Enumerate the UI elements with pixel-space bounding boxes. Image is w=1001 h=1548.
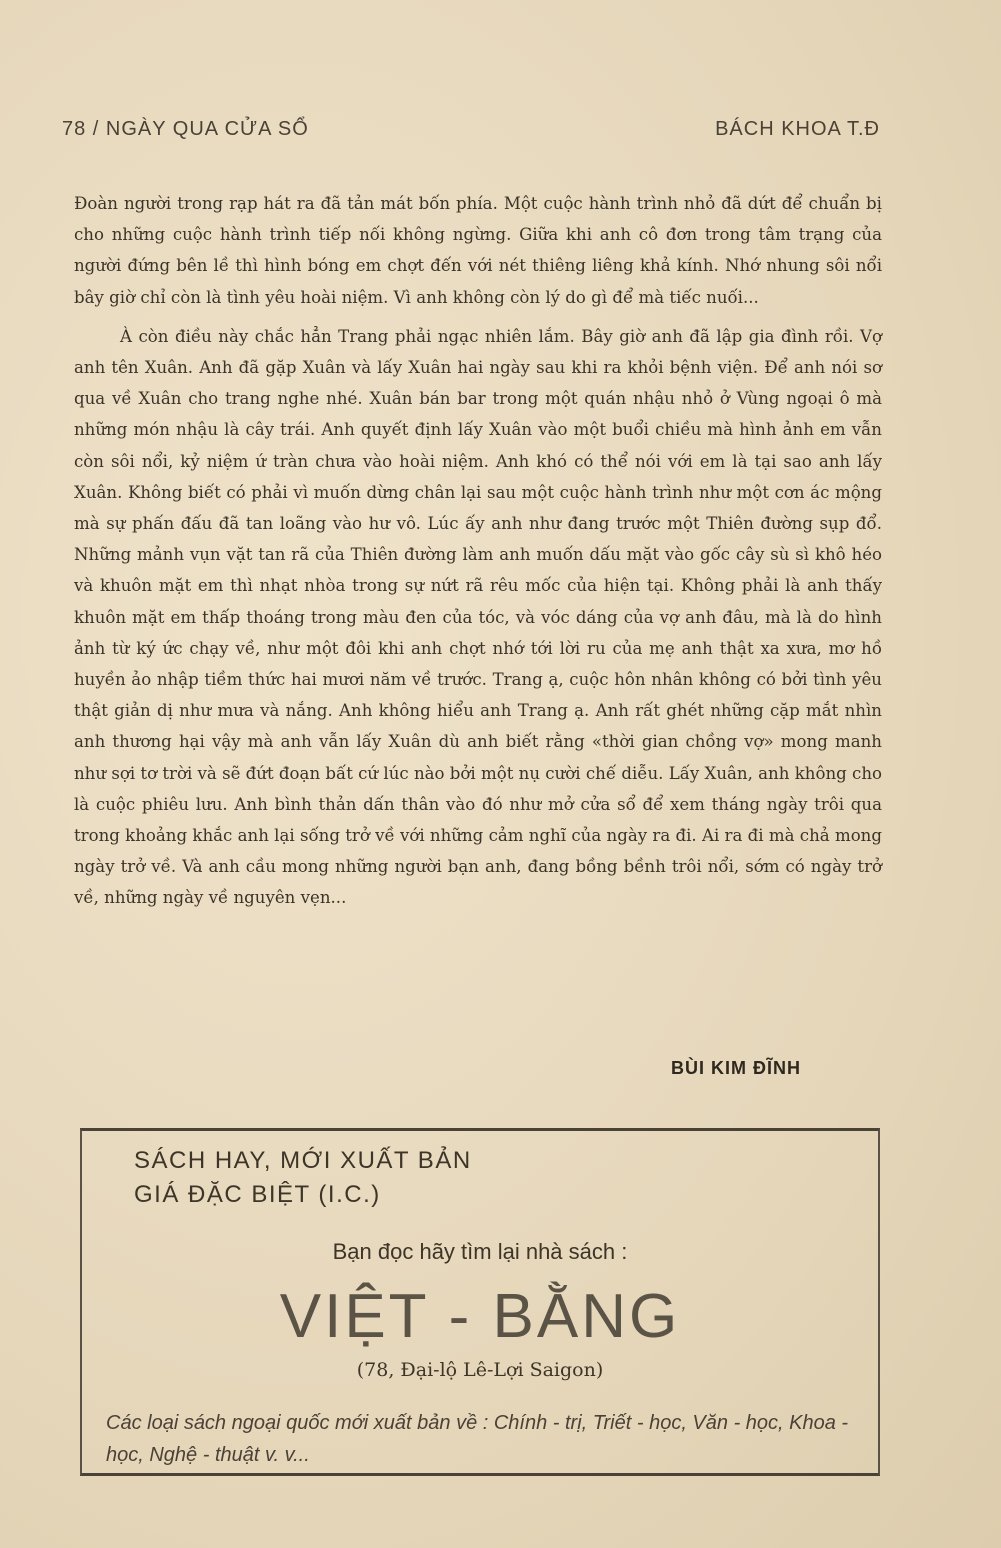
paragraph-1: Đoàn người trong rạp hát ra đã tản mát bốn phía. Một cuộc hành trình nhỏ đã dứt để chuẩn bị cho những cuộc hành trình tiếp nối không ngừng. Giữa khi anh cô đơn trong tâm trạng của người đứng bên lề thì hình bóng em chợt đến với nét thiêng liêng khả kính. Nhớ nhung sôi nổi bây giờ chỉ còn là tình yêu hoài niệm. Vì anh không còn lý do gì để mà tiếc nuối...: [74, 194, 882, 307]
ad-prompt: Bạn đọc hãy tìm lại nhà sách :: [332, 1239, 628, 1264]
bookstore-advertisement: [80, 1128, 880, 1476]
bookstore-address: (78, Đại-lộ Lê-Lợi Saigon): [356, 1359, 604, 1381]
author-signature: BÙI KIM ĐĨNH: [671, 1058, 801, 1078]
bookstore-name: VIỆT - BẰNG: [279, 1282, 681, 1351]
article-body: [74, 188, 882, 914]
page-header: [62, 118, 880, 148]
paragraph-2: À còn điều này chắc hẳn Trang phải ngạc nhiên lắm. Bây giờ anh đã lập gia đình rồi. Vợ anh tên Xuân. Anh đã gặp Xuân và lấy Xuân hai ngày sau khi ra khỏi bệnh viện. Để anh nói sơ qua về Xuân cho trang nghe nhé. Xuân bán bar trong một quán nhậu nhỏ ở Vùng ngoại ô mà những món nhậu là cây trái. Anh quyết định lấy Xuân vào một buổi chiều mà hình ảnh em vẫn còn sôi nổi, kỷ niệm ứ tràn chưa vào hoài niệm. Anh khó có thể nói với em là tại sao anh lấy Xuân. Không biết có phải vì muốn dừng chân lại sau một cuộc hành trình như một cơn ác mộng mà sự phấn đấu đã tan loãng vào hư vô. Lúc ấy anh như đang trước một Thiên đường sụp đổ. Những mảnh vụn vặt tan rã của Thiên đường làm anh muốn dấu mặt vào gốc cây sù sì khô héo và khuôn mặt em thì nhạt nhòa trong sự nứt rã rêu mốc của hiện tại. Không phải là anh thấy khuôn mặt em thấp thoáng trong màu đen của tóc, và vóc dáng của vợ anh đâu, mà là do hình ảnh từ ký ức chạy về, như một đôi khi anh chợt nhớ tới lời ru của mẹ anh thật xa xưa, mơ hồ huyền ảo nhập tiềm thức hai mươi năm về trước. Trang ạ, cuộc hôn nhân không có bởi tình yêu thật giản dị như mưa và nắng. Anh không hiểu anh Trang ạ. Anh rất ghét những cặp mắt nhìn anh thương hại vậy mà anh vẫn lấy Xuân dù anh biết rằng «thời gian chồng vợ» mong manh như sợi tơ trời và sẽ đứt đoạn bất cứ lúc nào bởi một nụ cười chế diễu. Lấy Xuân, anh không cho là cuộc phiêu lưu. Anh bình thản dấn thân vào đó như mở cửa sổ để xem tháng ngày trôi qua trong khoảng khắc anh lại sống trở về với những cảm nghĩ của ngày ra đi. Ai ra đi mà chả mong ngày trở về. Và anh cầu mong những người bạn anh, đang bồng bềnh trôi nổi, sớm có ngày trở về, những ngày về nguyên vẹn...: [74, 326, 882, 908]
ad-description: Các loại sách ngoại quốc mới xuất bản về : Chính - trị, Triết - học, Văn - học, Khoa - học, Nghệ - thuật v. v...: [106, 1412, 849, 1466]
ad-heading-special-price: GIÁ ĐẶC BIỆT (I.C.): [134, 1181, 381, 1208]
magazine-title: BÁCH KHOA T.Đ: [715, 118, 880, 140]
page-number-and-section: 78 / NGÀY QUA CỬA SỔ: [62, 118, 309, 140]
ad-heading-new-books: SÁCH HAY, MỚI XUẤT BẢN: [134, 1147, 472, 1174]
